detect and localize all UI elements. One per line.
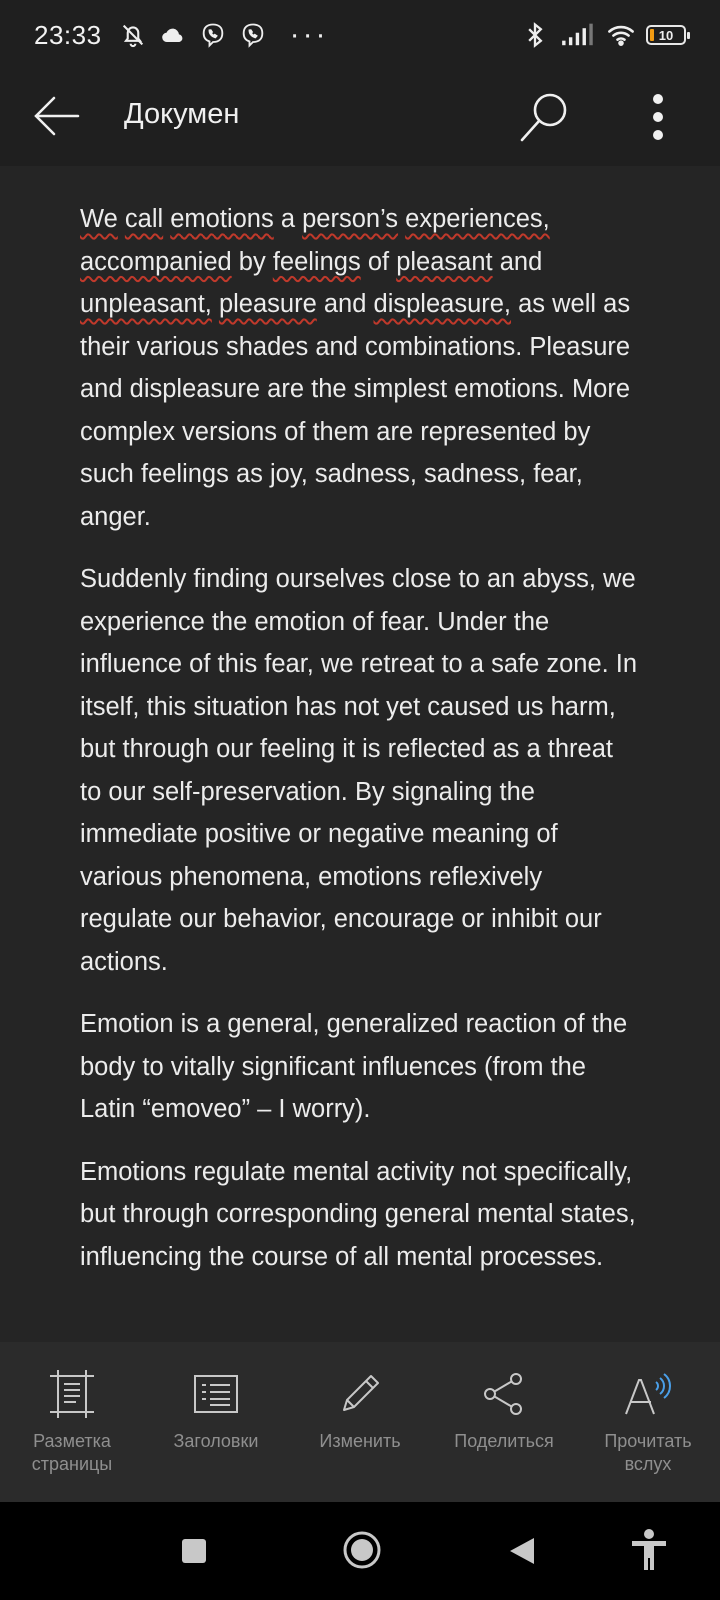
status-time: 23:33 xyxy=(34,19,102,50)
headings-button[interactable] xyxy=(147,1368,285,1453)
share-icon xyxy=(478,1368,530,1420)
share-button[interactable] xyxy=(435,1368,573,1453)
page-layout-icon xyxy=(46,1368,98,1420)
read-aloud-button[interactable] xyxy=(579,1368,717,1476)
edit-label: Изменить xyxy=(319,1431,401,1451)
system-nav-bar xyxy=(0,1502,720,1600)
pencil-icon xyxy=(334,1368,386,1420)
bluetooth-icon xyxy=(520,20,550,50)
read-aloud-icon xyxy=(622,1368,674,1420)
paragraph: Emotions regulate mental activity not specifically, but through corresponding general mental states, influencing the course of all mental processes. xyxy=(80,1157,636,1271)
paragraph: We call emotions a person’s experiences, accompanied by feelings of pleasant and unpleasant, pleasure and displeasure, as well as their various shades and combinations. Pleasure and displeasure are the simplest emotions. More complex versions of them are represented by such feelings as joy, sadness, sadness, fear, anger. xyxy=(80,205,631,531)
back-triangle-icon[interactable] xyxy=(508,1536,536,1566)
back-arrow-icon[interactable] xyxy=(30,88,86,144)
viber-icon xyxy=(238,20,268,50)
search-icon[interactable] xyxy=(516,84,576,148)
document-title: Докумен xyxy=(124,98,240,130)
app-bar xyxy=(0,70,720,166)
home-circle-icon[interactable] xyxy=(342,1530,382,1570)
read-aloud-label: Прочитать вслух xyxy=(604,1431,692,1474)
wifi-icon xyxy=(606,20,636,50)
page-layout-button[interactable] xyxy=(3,1368,141,1476)
signal-icon xyxy=(560,20,596,50)
paragraph: Suddenly finding ourselves close to an abyss, we experience the emotion of fear. Under the influence of this fear, we retreat to a safe zone. In itself, this situation has not yet caused us harm, but through our feeling it is reflected as a threat to our self-preservation. By signaling the immediate positive or negative meaning of various phenomena, emotions reflexively regulate our behavior, encourage or inhibit our actions. xyxy=(80,565,638,976)
accessibility-icon[interactable] xyxy=(630,1528,668,1572)
recents-square-icon[interactable] xyxy=(181,1538,207,1564)
document-content[interactable] xyxy=(0,166,720,1342)
more-dots-icon: ··· xyxy=(289,18,329,51)
share-label: Поделиться xyxy=(454,1431,554,1451)
mute-bell-icon xyxy=(118,20,148,50)
edit-button[interactable] xyxy=(291,1368,429,1453)
paragraph: Emotion is a general, generalized reaction of the body to vitally significant influences (from the Latin “emoveo” – I worry). xyxy=(80,1010,628,1123)
viber-icon xyxy=(198,20,228,50)
headings-label: Заголовки xyxy=(173,1431,259,1451)
battery-level: 10 xyxy=(658,27,674,43)
battery-icon xyxy=(646,25,686,45)
headings-icon xyxy=(190,1368,242,1420)
bottom-toolbar xyxy=(0,1342,720,1502)
cloud-icon xyxy=(158,20,188,50)
more-options-icon[interactable] xyxy=(636,84,680,148)
page-layout-label: Разметка страницы xyxy=(31,1431,113,1474)
status-bar xyxy=(0,0,720,70)
